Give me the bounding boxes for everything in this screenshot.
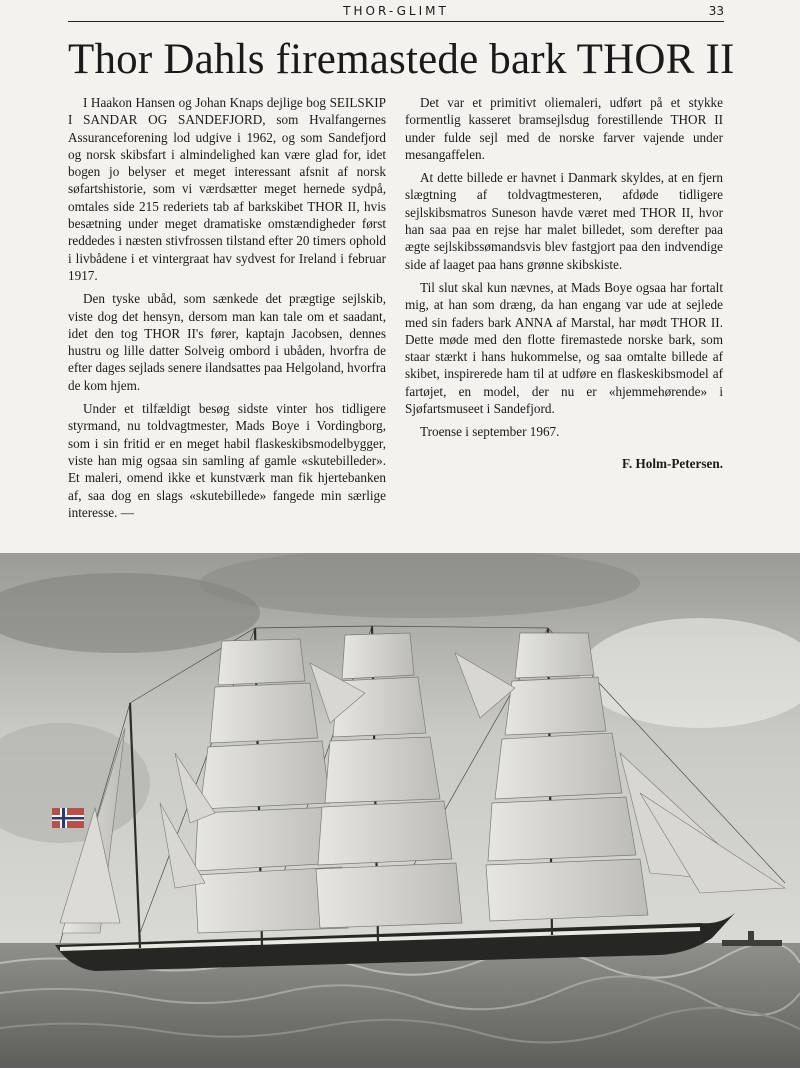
- norwegian-flag: [52, 808, 84, 828]
- barque-painting: [0, 553, 800, 1068]
- author-signature: F. Holm-Petersen.: [622, 455, 723, 471]
- paragraph-1: I Haakon Hansen og Johan Knaps dejlige bog SEILSKIP I SANDAR OG SANDEFJORD, som Hvalfangernes Assuranceforening lod udgive i 1962, og som Sandefjord og norsk skibsfart i almindelighed kan være glad for, idet bogen jo belyser et meget interessant afsnit af norsk søfartshistorie, som vi værdsætter meget hernede sydpå, omtales side 215 rederiets tab af barkskibet THOR II, hvis besætning under meget dramatiske omstændigheder først reddedes i næsten stivfrossen tilstand efter 20 timers ophold i livbådene i et vintergraat hav sydvest for Ireland i februar 1917.: [68, 95, 386, 283]
- page-number: 33: [708, 4, 724, 18]
- article-left-column: [68, 94, 386, 527]
- article-right-column: [405, 94, 723, 472]
- ship-illustration: [0, 553, 800, 1068]
- paragraph-2: Den tyske ubåd, som sænkede det prægtige sejlskib, viste dog det hensyn, dersom man kan tale om et saadant, idet den tog THOR II's fører, kaptajn Jacobsen, dennes hustru og lille datter Solveig ombord i ubåden, hvorfra de efter dages sejlads senere ilandsattes paa Helgoland, hvorfra de kom hjem.: [68, 291, 386, 393]
- paragraph-6: Til slut skal kun nævnes, at Mads Boye ogsaa har fortalt mig, at han som dræng, da han engang var ude at sejlede med sin faders bark ANNA af Marstal, har mødt THOR II. Dette møde med den flotte firemastede norske bark, som staar stærkt i hans hukommelse, og saa omtalte billede af skibet, inspirerede ham til at udføre en flaskeskibsmodel af fartøjet, en model, der nu er «hjemmehørende» i Sjøfartsmuseet i Sandefjord.: [405, 279, 723, 417]
- page-header: [68, 4, 724, 22]
- running-title: THOR-GLIMT: [343, 4, 449, 18]
- dateline: Troense i september 1967.: [420, 424, 560, 440]
- paragraph-3: Under et tilfældigt besøg sidste vinter hos tidligere styrmand, nu toldvagtmester, Mads Boye i Vordingborg, som i sin fritid er en meget habil flaskeskibsmodelbygger, viste han mig ogsaa sin samling af gamle «skutebilleder». Et maleri, omend ikke et kunstværk man fik hjertebanken af, saa dog en slags «skutebillede» fangede min særlige interesse. —: [68, 401, 386, 520]
- paragraph-4: Det var et primitivt oliemaleri, udført på et stykke formentlig kasseret bramsejlsdug forestillende THOR II under fulde sejl med de norske farver vajende under mesangaffelen.: [405, 95, 723, 162]
- paragraph-5: At dette billede er havnet i Danmark skyldes, at en fjern slægtning af toldvagtmesteren, afdøde tidligere sejlskibsmatros Suneson havde været med THOR II, hvor han saa paa en rejse har malet billedet, som derefter paa ægte sejlskibssømandsvis blev fastgjort paa den indvendige side af laaget paa hans grønne skibskiste.: [405, 170, 723, 272]
- article-title: Thor Dahls firemastede bark THOR II: [68, 36, 735, 83]
- header-rule: [68, 21, 724, 22]
